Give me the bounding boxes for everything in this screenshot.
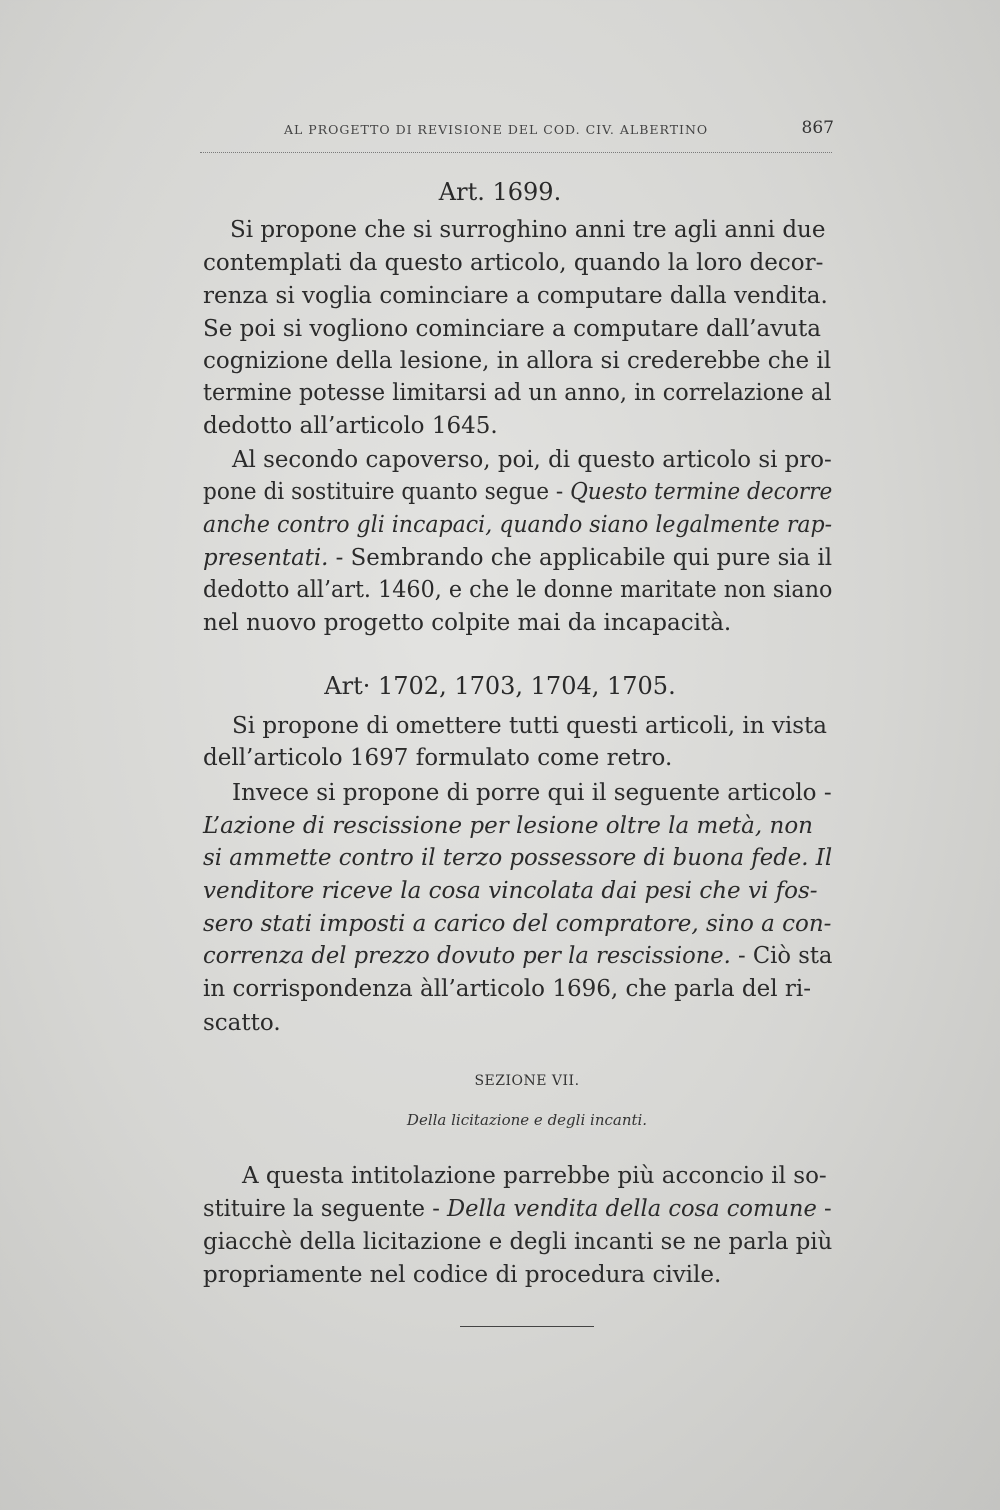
text-line: Se poi si vogliono cominciare a computare dall’avuta <box>203 316 821 342</box>
text-line: Al secondo capoverso, poi, di questo articolo si pro- <box>232 447 832 473</box>
text-span: stituire la seguente - <box>203 1196 448 1222</box>
text-line: nel nuovo progetto colpite mai da incapacità. <box>203 610 732 636</box>
text-line: in corrispondenza àll’articolo 1696, che parla del ri- <box>203 976 812 1002</box>
text-span: pone di sostituire quanto segue - <box>203 479 571 505</box>
italic-quote: presentati. <box>203 545 329 571</box>
page-number: 867 <box>801 118 834 138</box>
text-line: Si propone che si surroghino anni tre agli anni due <box>230 217 826 243</box>
text-line: propriamente nel codice di procedura civile. <box>203 1262 722 1288</box>
text-span: - <box>816 1196 832 1222</box>
running-header <box>200 118 832 153</box>
text-span: - Ciò sta <box>730 943 833 969</box>
text-line: dedotto all’articolo 1645. <box>203 413 498 439</box>
italic-quote: Questo termine decorre <box>570 479 833 505</box>
text-line: termine potesse limitarsi ad un anno, in correlazione al <box>203 380 832 406</box>
section-subtitle: Della licitazione e degli incanti. <box>406 1111 648 1129</box>
article-heading-1699: Art. 1699. <box>438 178 562 206</box>
text-line <box>203 945 832 968</box>
text-line: giacchè della licitazione e degli incanti se ne parla più <box>203 1229 833 1255</box>
text-line <box>203 547 832 570</box>
text-line: cognizione della lesione, in allora si crederebbe che il <box>203 348 832 374</box>
text-line <box>203 481 832 504</box>
text-line: scatto. <box>203 1010 281 1036</box>
italic-quote: correnza del prezzo dovuto per la rescissione. <box>203 943 731 969</box>
text-line: dedotto all’art. 1460, e che le donne maritate non siano <box>203 577 833 603</box>
text-line: Invece si propone di porre qui il seguente articolo - <box>232 780 832 806</box>
text-line: Si propone di omettere tutti questi articoli, in vista <box>232 713 827 739</box>
text-line: contemplati da questo articolo, quando la loro decor- <box>203 250 824 276</box>
article-heading-1702: Art· 1702, 1703, 1704, 1705. <box>324 672 676 700</box>
italic-quote-line: anche contro gli incapaci, quando siano legalmente rap- <box>203 512 833 538</box>
text-line <box>203 1198 832 1221</box>
italic-quote-line: si ammette contro il terzo possessore di buona fede. Il <box>203 845 833 871</box>
running-title: AL PROGETTO DI REVISIONE DEL COD. CIV. ALBERTINO <box>284 122 709 137</box>
italic-quote-line: sero stati imposti a carico del compratore, sino a con- <box>203 911 832 937</box>
section-title: SEZIONE VII. <box>474 1073 580 1089</box>
text-line: dell’articolo 1697 formulato come retro. <box>203 745 673 771</box>
text-line: A questa intitolazione parrebbe più acconcio il so- <box>242 1163 827 1189</box>
italic-quote-line: L’azione di rescissione per lesione oltre la metà, non <box>203 813 813 839</box>
text-line: renza si voglia cominciare a computare dalla vendita. <box>203 283 828 309</box>
italic-quote: Della vendita della cosa comune <box>447 1196 817 1222</box>
end-rule <box>460 1326 594 1327</box>
italic-quote-line: venditore riceve la cosa vincolata dai pesi che vi fos- <box>203 878 818 904</box>
text-span: - Sembrando che applicabile qui pure sia il <box>328 545 833 571</box>
